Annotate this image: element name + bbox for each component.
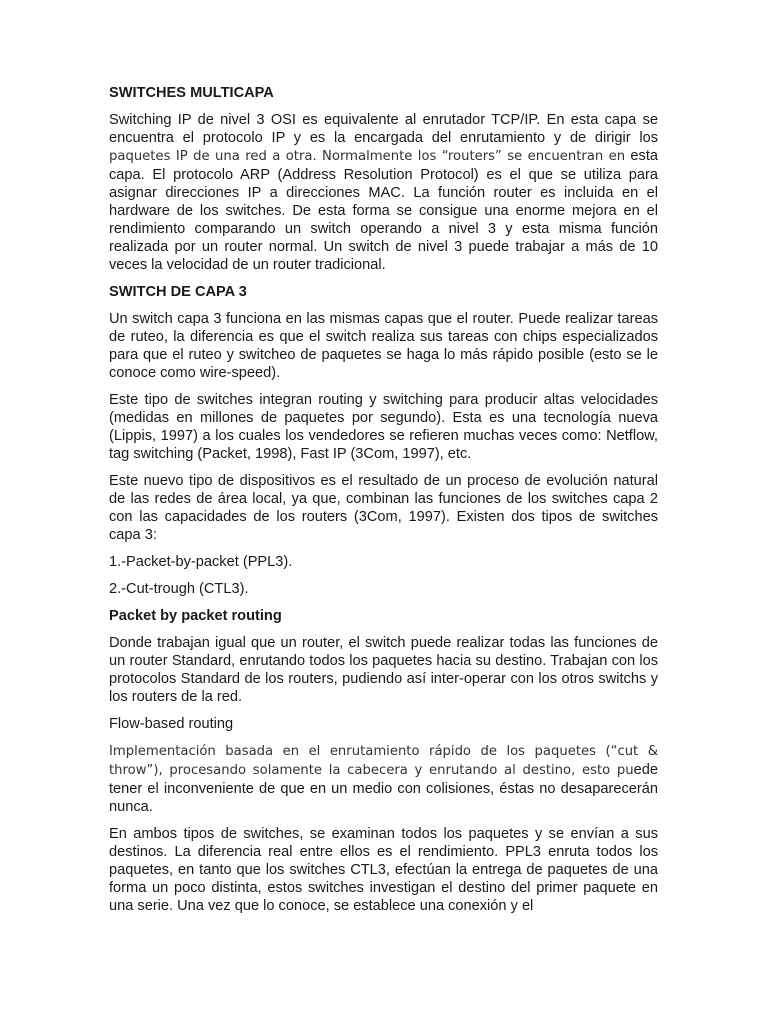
- paragraph-switch-capa-3: Un switch capa 3 funciona en las mismas capas que el router. Puede realizar tareas de ruteo, la diferencia es que el switch realiza sus tareas con chips especializados para que el ruteo y switcheo de paquetes se haga lo más rápido posible (esto se le conoce como wire-speed).: [109, 311, 658, 381]
- subheading-flow-based-routing: Flow-based routing: [109, 716, 234, 732]
- paragraph-text: ede tener el inconveniente de que en un medio con colisiones, éstas no desaparecerán nunca.: [109, 762, 658, 815]
- paragraph-ambos-tipos: En ambos tipos de switches, se examinan todos los paquetes y se envían a sus destinos. La diferencia real entre ellos es el rendimiento. PPL3 enruta todos los paquetes, en tanto que los switches CTL3, efectúan la entrega de paquetes de una forma un poco distinta, estos switches investigan el destino del primer paquete en una serie. Una vez que lo conoce, se establece una conexión y el: [109, 826, 658, 914]
- paragraph-text-alt-font: paquetes IP de una red a otra. Normalmente los “routers” se encuentran en: [109, 149, 626, 164]
- list-item-cut-trough: 2.-Cut-trough (CTL3).: [109, 581, 249, 597]
- paragraph-text-alt-font: Implementación basada en el enrutamiento rápido de los paquetes (“cut & throw”), procesando solamente la cabecera y enrutando al destino, esto pu: [109, 744, 658, 778]
- paragraph-flow-based: [109, 742, 658, 816]
- paragraph-evolucion: Este nuevo tipo de dispositivos es el resultado de un proceso de evolución natural de las redes de área local, ya que, combinan las funciones de los switches capa 2 con las capacidades de los routers (3Com, 1997). Existen dos tipos de switches capa 3:: [109, 473, 658, 543]
- heading-switches-multicapa: SWITCHES MULTICAPA: [109, 85, 274, 101]
- paragraph-switching-ip: [109, 111, 658, 274]
- paragraph-text: Switching IP de nivel 3 OSI es equivalente al enrutador TCP/IP. En esta capa se encuentra el protocolo IP y es la encargada del enrutamiento y de dirigir los: [109, 112, 658, 146]
- heading-packet-by-packet-routing: Packet by packet routing: [109, 608, 282, 624]
- list-item-packet-by-packet: 1.-Packet-by-packet (PPL3).: [109, 554, 293, 570]
- heading-switch-de-capa-3: SWITCH DE CAPA 3: [109, 284, 247, 300]
- paragraph-packet-routing: Donde trabajan igual que un router, el switch puede realizar todas las funciones de un router Standard, enrutando todos los paquetes hacia su destino. Trabajan con los protocolos Standard de los routers, pudiendo así inter-operar con los otros switchs y los routers de la red.: [109, 635, 658, 705]
- paragraph-routing-switching: Este tipo de switches integran routing y switching para producir altas velocidades (medidas en millones de paquetes por segundo). Esta es una tecnología nueva (Lippis, 1997) a los cuales los vendedores se refieren muchas veces como: Netflow, tag switching (Packet, 1998), Fast IP (3Com, 1997), etc.: [109, 392, 658, 462]
- paragraph-text: esta capa. El protocolo ARP (Address Resolution Protocol) es el que se utiliza para asignar direcciones IP a direcciones MAC. La función router es incluida en el hardware de los switches. De esta forma se consigue una enorme mejora en el rendimiento comparando un switch operando a nivel 3 y esta misma función realizada por un router normal. Un switch de nivel 3 puede trabajar a más de 10 veces la velocidad de un router tradicional.: [109, 148, 658, 273]
- document-page: [109, 84, 658, 924]
